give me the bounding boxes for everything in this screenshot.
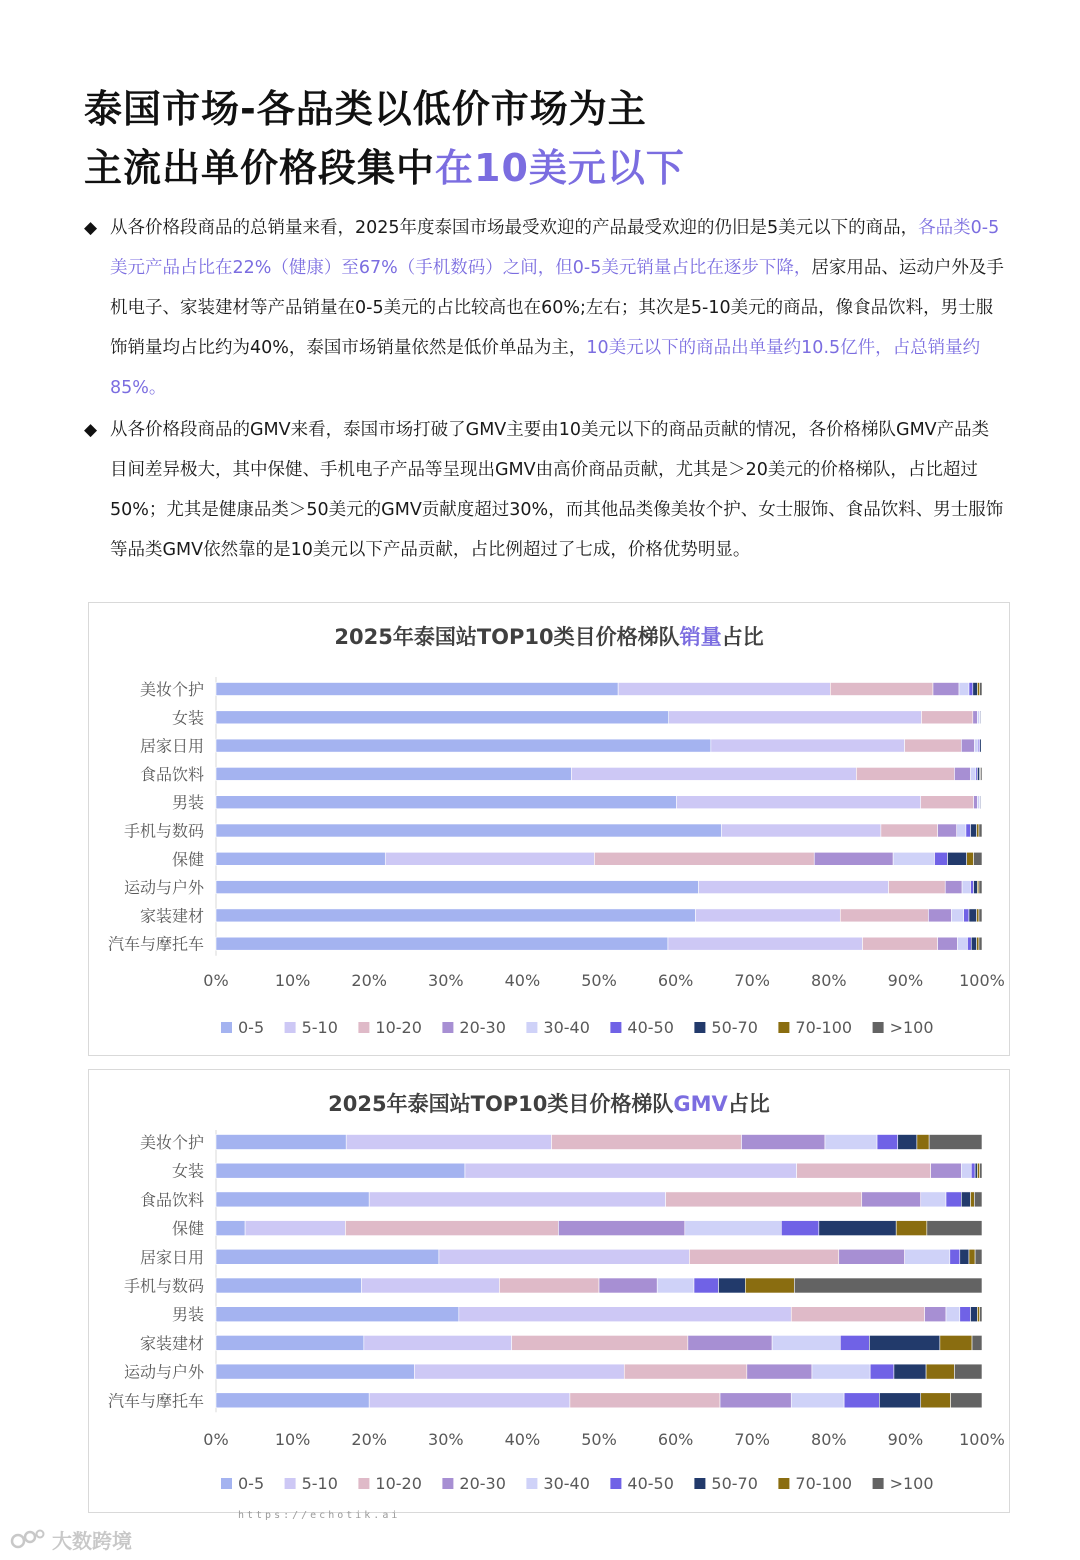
bar-segment — [926, 1364, 954, 1379]
category-label: 汽车与摩托车 — [107, 934, 204, 954]
bar-segment — [216, 1249, 439, 1264]
bar-segment — [931, 1163, 962, 1178]
bar-segment — [414, 1364, 624, 1379]
bar-segment — [668, 937, 863, 950]
x-tick-label: 100% — [959, 1430, 1005, 1449]
x-tick-label: 50% — [581, 1430, 617, 1449]
bar-segment — [666, 1192, 862, 1207]
x-tick-label: 30% — [428, 1430, 464, 1449]
x-tick-label: 90% — [887, 1430, 924, 1449]
category-label: 保健 — [171, 1219, 204, 1239]
bar-segment — [979, 909, 982, 922]
bar-segment — [938, 937, 958, 950]
x-tick-label: 60% — [657, 1430, 694, 1449]
bar-segment — [927, 1221, 982, 1236]
bar-segment — [967, 852, 974, 865]
bullet-diamond-icon: ◆ — [84, 218, 98, 238]
legend-swatch — [358, 1022, 369, 1033]
bar-segment — [571, 767, 856, 780]
bar-segment — [982, 739, 983, 752]
bar-segment — [825, 1135, 877, 1150]
legend-swatch — [778, 1022, 789, 1033]
bar-segment — [346, 1135, 551, 1150]
bar-segment — [977, 1163, 979, 1178]
bar-segment — [711, 739, 905, 752]
legend-label: 0-5 — [238, 1018, 265, 1037]
bar-segment — [216, 909, 696, 922]
x-tick-label: 10% — [274, 971, 311, 990]
legend-label: >100 — [889, 1474, 934, 1493]
bar-segment — [216, 711, 669, 724]
bar-segment — [385, 852, 594, 865]
category-label: 居家日用 — [139, 1247, 204, 1267]
x-tick-label: 20% — [351, 971, 387, 990]
bar-segment — [216, 1393, 369, 1408]
legend-swatch — [610, 1478, 621, 1489]
bar-segment — [954, 1364, 982, 1379]
bullet-text-segment: 从各价格段商品的总销量来看，2025年度泰国市场最受欢迎的产品最受欢迎的仍旧是5美元以下的商品， — [110, 218, 919, 238]
legend-label: >100 — [889, 1018, 934, 1037]
bar-segment — [245, 1221, 345, 1236]
x-tick-label: 40% — [504, 971, 541, 990]
legend-label: 70-100 — [795, 1474, 853, 1493]
legend-swatch — [285, 1478, 296, 1489]
legend-label: 10-20 — [375, 1018, 422, 1037]
legend-label: 5-10 — [301, 1474, 338, 1493]
legend-label: 30-40 — [543, 1018, 590, 1037]
bullet-text — [110, 410, 1004, 570]
title-highlight: 在10美元以下 — [435, 146, 685, 190]
bullet-text-highlight: 各品类0-5美元产品占比在22%（健康）至67%（手机数码）之间，但0-5美元销量占比在逐步下降， — [110, 218, 1000, 278]
bar-segment — [747, 1364, 812, 1379]
chart-title-prefix: 2025年泰国站TOP10类目价格梯队 — [334, 625, 680, 649]
bar-segment — [870, 1364, 894, 1379]
x-tick-label: 90% — [887, 971, 924, 990]
bar-segment — [977, 824, 979, 837]
bar-segment — [862, 1192, 921, 1207]
bar-segment — [718, 1278, 745, 1293]
bar-segment — [905, 1249, 950, 1264]
category-label: 家装建材 — [139, 1333, 204, 1353]
legend-label: 20-30 — [459, 1018, 506, 1037]
x-tick-label: 70% — [734, 1430, 770, 1449]
category-label: 保健 — [171, 849, 204, 869]
bar-segment — [940, 1335, 972, 1350]
bar-segment — [977, 1307, 979, 1322]
bar-segment — [959, 683, 969, 696]
legend-label: 50-70 — [711, 1474, 758, 1493]
bar-segment — [979, 824, 982, 837]
bar-segment — [969, 1249, 975, 1264]
bar-segment — [980, 767, 982, 780]
category-label: 食品饮料 — [139, 764, 204, 784]
bar-segment — [971, 937, 976, 950]
bar-segment — [558, 1221, 684, 1236]
bar-segment — [971, 1307, 978, 1322]
x-tick-label: 0% — [203, 1430, 229, 1449]
bar-segment — [216, 1135, 346, 1150]
bar-segment — [971, 824, 977, 837]
x-tick-label: 40% — [504, 1430, 541, 1449]
page-title-line1: 泰国市场-各品类以低价市场为主 — [84, 87, 647, 131]
bar-segment — [971, 881, 974, 894]
bar-segment — [933, 683, 959, 696]
bar-segment — [840, 1335, 869, 1350]
bar-segment — [869, 1335, 939, 1350]
bar-segment — [964, 909, 969, 922]
bar-segment — [971, 767, 976, 780]
bar-segment — [980, 1307, 982, 1322]
bar-segment — [216, 852, 385, 865]
legend-label: 20-30 — [459, 1474, 506, 1493]
bar-segment — [877, 1135, 898, 1150]
bar-segment — [961, 739, 974, 752]
bar-segment — [459, 1307, 791, 1322]
x-tick-label: 70% — [734, 971, 770, 990]
bar-segment — [929, 1135, 982, 1150]
chart-title-prefix: 2025年泰国站TOP10类目价格梯队 — [328, 1092, 674, 1116]
chart-title-highlight: GMV — [673, 1092, 728, 1116]
legend-label: 40-50 — [627, 1474, 674, 1493]
bar-segment — [216, 1221, 245, 1236]
bar-segment — [948, 852, 967, 865]
bar-segment — [950, 1249, 960, 1264]
bar-segment — [797, 1163, 931, 1178]
x-tick-label: 60% — [657, 971, 694, 990]
x-tick-label: 80% — [811, 971, 847, 990]
chart-title-suffix: 占比 — [721, 625, 764, 649]
legend-swatch — [694, 1022, 705, 1033]
bar-segment — [982, 711, 983, 724]
bar-segment — [216, 1192, 369, 1207]
x-tick-label: 50% — [581, 971, 617, 990]
bar-segment — [624, 1364, 747, 1379]
bar-segment — [967, 937, 971, 950]
bullet-text-segment: 从各价格段商品的GMV来看，泰国市场打破了GMV主要由10美元以下的商品贡献的情况，各价格梯队GMV产品类目间差异极大，其中保健、手机电子产品等呈现出GMV由高价商品贡献，尤其是＞20美元的价格梯队，占比超过50%；尤其是健康品类＞50美元的GMV贡献度超过30%，而其他品类像美妆个护、女士服饰、食品饮料、男士服饰等品类GMV依然靠的是10美元以下产品贡献，占比例超过了七成，价格优势明显。 — [110, 420, 1004, 560]
bar-segment — [969, 909, 977, 922]
bar-segment — [863, 937, 938, 950]
title-prefix: 主流出单价格段集中 — [84, 146, 436, 190]
bar-segment — [954, 767, 970, 780]
bar-segment — [216, 1335, 364, 1350]
bar-segment — [364, 1335, 512, 1350]
bar-segment — [216, 881, 699, 894]
bar-segment — [512, 1335, 688, 1350]
bar-segment — [669, 711, 922, 724]
bar-segment — [216, 796, 676, 809]
bar-segment — [881, 824, 938, 837]
legend-swatch — [358, 1478, 369, 1489]
bar-segment — [971, 1192, 975, 1207]
bar-segment — [216, 937, 668, 950]
legend-label: 40-50 — [627, 1018, 674, 1037]
bar-segment — [216, 683, 618, 696]
bar-segment — [975, 1249, 982, 1264]
bullet-text-segment: 居家用品、运动户外及手机电子、家装建材等产品销量在0-5美元的占比较高也在60%;左右；其次是5-10美元的商品，像食品饮料，男士服饰销量均占比约为40%，泰国市场销量依然是低价单品为主， — [110, 258, 1004, 358]
bar-segment — [856, 767, 954, 780]
page-title-line2 — [84, 137, 685, 192]
bar-segment — [794, 1278, 982, 1293]
bar-segment — [594, 852, 814, 865]
bar-segment — [369, 1393, 570, 1408]
bar-segment — [962, 881, 970, 894]
legend-swatch — [442, 1478, 453, 1489]
legend-swatch — [442, 1022, 453, 1033]
bar-segment — [879, 1393, 920, 1408]
bar-segment — [977, 711, 979, 724]
bar-segment — [599, 1278, 657, 1293]
category-label: 手机与数码 — [123, 821, 204, 841]
gmv-share-bar-chart — [89, 1070, 1009, 1512]
bar-segment — [974, 796, 978, 809]
legend-label: 50-70 — [711, 1018, 758, 1037]
bar-segment — [439, 1249, 689, 1264]
bar-segment — [216, 1163, 465, 1178]
bar-segment — [966, 824, 971, 837]
legend-swatch — [694, 1478, 705, 1489]
bar-segment — [676, 796, 920, 809]
bar-segment — [819, 1221, 896, 1236]
bar-segment — [898, 1135, 917, 1150]
category-label: 食品饮料 — [139, 1190, 204, 1210]
bar-segment — [685, 1221, 782, 1236]
bar-segment — [889, 881, 946, 894]
x-tick-label: 10% — [274, 1430, 311, 1449]
bar-segment — [917, 1135, 929, 1150]
legend-swatch — [221, 1478, 232, 1489]
category-label: 居家日用 — [139, 736, 204, 756]
category-label: 女装 — [171, 1161, 204, 1181]
bar-segment — [696, 909, 841, 922]
category-label: 美妆个护 — [139, 680, 204, 699]
legend-swatch — [873, 1022, 884, 1033]
bar-segment — [977, 909, 979, 922]
legend-label: 5-10 — [301, 1018, 338, 1037]
bar-segment — [812, 1364, 870, 1379]
bar-segment — [694, 1278, 719, 1293]
bar-segment — [938, 824, 957, 837]
bar-segment — [971, 1163, 975, 1178]
bar-segment — [893, 852, 934, 865]
bar-segment — [961, 1192, 970, 1207]
chart-title-highlight: 销量 — [679, 625, 722, 649]
sales-share-bar-chart — [89, 603, 1009, 1055]
bar-segment — [921, 796, 974, 809]
category-label: 男装 — [171, 793, 204, 813]
bar-segment — [972, 1335, 982, 1350]
bar-segment — [957, 824, 966, 837]
bar-segment — [973, 683, 978, 696]
bullet-diamond-icon: ◆ — [84, 420, 98, 440]
category-label: 美妆个护 — [139, 1133, 204, 1152]
bar-segment — [957, 937, 967, 950]
bar-segment — [935, 852, 948, 865]
bullet-text — [110, 208, 1004, 408]
bar-segment — [945, 881, 962, 894]
bar-segment — [791, 1307, 924, 1322]
bar-segment — [973, 711, 978, 724]
bar-segment — [979, 881, 982, 894]
bar-segment — [974, 881, 978, 894]
bar-segment — [974, 1192, 982, 1207]
sales-share-chart-panel — [88, 602, 1010, 1056]
bullet-item — [84, 208, 1004, 408]
bar-segment — [722, 824, 881, 837]
bar-segment — [977, 683, 979, 696]
category-label: 男装 — [171, 1305, 204, 1325]
bar-segment — [946, 1192, 961, 1207]
bar-segment — [552, 1135, 742, 1150]
x-tick-label: 0% — [203, 971, 229, 990]
bar-segment — [977, 937, 979, 950]
legend-label: 0-5 — [238, 1474, 265, 1493]
watermark-text: 大数跨境 — [52, 1529, 132, 1553]
bar-segment — [979, 937, 982, 950]
legend-label: 70-100 — [795, 1018, 853, 1037]
bar-segment — [741, 1135, 824, 1150]
legend-swatch — [526, 1478, 537, 1489]
bar-segment — [894, 1364, 926, 1379]
bar-segment — [345, 1221, 558, 1236]
bar-segment — [830, 683, 933, 696]
bar-segment — [369, 1192, 665, 1207]
bar-segment — [216, 1364, 414, 1379]
bar-segment — [982, 796, 983, 809]
category-label: 手机与数码 — [123, 1276, 204, 1296]
bar-segment — [961, 1163, 971, 1178]
x-tick-label: 20% — [351, 1430, 387, 1449]
bar-segment — [951, 909, 963, 922]
bar-segment — [844, 1393, 879, 1408]
bar-segment — [975, 1163, 977, 1178]
legend-swatch — [778, 1478, 789, 1489]
bar-segment — [499, 1278, 599, 1293]
bar-segment — [977, 767, 979, 780]
x-tick-label: 30% — [428, 971, 464, 990]
bar-segment — [896, 1221, 927, 1236]
bar-segment — [699, 881, 889, 894]
legend-swatch — [873, 1478, 884, 1489]
bar-segment — [216, 739, 711, 752]
bar-segment — [946, 1307, 960, 1322]
bullet-item — [84, 410, 1004, 570]
category-label: 运动与户外 — [123, 878, 204, 898]
bar-segment — [974, 852, 982, 865]
bar-segment — [921, 1192, 946, 1207]
bar-segment — [791, 1393, 844, 1408]
bar-segment — [840, 909, 928, 922]
chart-title-suffix: 占比 — [727, 1092, 770, 1116]
bar-segment — [772, 1335, 840, 1350]
bar-segment — [960, 1307, 971, 1322]
bar-segment — [570, 1393, 720, 1408]
bar-segment — [720, 1393, 791, 1408]
bar-segment — [921, 1393, 951, 1408]
bar-segment — [465, 1163, 797, 1178]
bar-segment — [969, 683, 973, 696]
bar-segment — [925, 1307, 946, 1322]
legend-swatch — [610, 1022, 621, 1033]
bar-segment — [814, 852, 893, 865]
x-tick-label: 80% — [811, 1430, 847, 1449]
bar-segment — [689, 1249, 838, 1264]
bar-segment — [980, 1163, 982, 1178]
category-label: 家装建材 — [139, 906, 204, 926]
bar-segment — [960, 1249, 969, 1264]
bar-segment — [839, 1249, 905, 1264]
bar-segment — [745, 1278, 794, 1293]
gmv-share-chart-panel — [88, 1069, 1010, 1513]
legend-label: 10-20 — [375, 1474, 422, 1493]
x-tick-label: 100% — [959, 971, 1005, 990]
bullet-list — [84, 208, 1004, 572]
bullet-text-highlight: 10美元以下的商品出单量约10.5亿件，占总销量约85%。 — [110, 338, 981, 398]
category-label: 汽车与摩托车 — [107, 1391, 204, 1411]
bar-segment — [216, 1278, 362, 1293]
bar-segment — [977, 796, 979, 809]
bar-segment — [657, 1278, 694, 1293]
legend-swatch — [526, 1022, 537, 1033]
bar-segment — [980, 683, 982, 696]
source-url: https://echotik.ai — [238, 1510, 401, 1521]
watermark-logo — [10, 1525, 132, 1554]
bar-segment — [951, 1393, 982, 1408]
bar-segment — [216, 824, 722, 837]
bar-segment — [688, 1335, 772, 1350]
bar-segment — [216, 1307, 459, 1322]
legend-label: 30-40 — [543, 1474, 590, 1493]
category-label: 运动与户外 — [123, 1362, 204, 1382]
legend-swatch — [285, 1022, 296, 1033]
watermark-icon — [10, 1528, 48, 1552]
bar-segment — [905, 739, 962, 752]
legend-swatch — [221, 1022, 232, 1033]
bar-segment — [362, 1278, 500, 1293]
category-label: 女装 — [171, 708, 204, 728]
bar-segment — [928, 909, 951, 922]
bar-segment — [618, 683, 830, 696]
bar-segment — [781, 1221, 819, 1236]
bar-segment — [921, 711, 972, 724]
bar-segment — [974, 739, 978, 752]
bar-segment — [216, 767, 571, 780]
